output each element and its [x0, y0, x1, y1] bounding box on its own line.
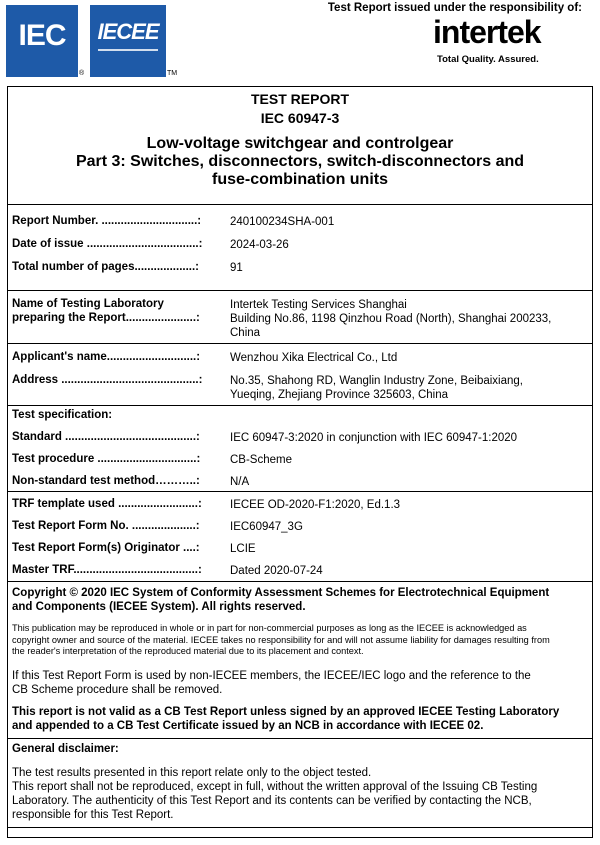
originator-value: LCIE: [230, 543, 256, 555]
date-value: 2024-03-26: [230, 239, 289, 251]
report-number-value: 240100234SHA-001: [230, 216, 335, 228]
publication-line-2: copyright owner and source of the material. IECEE takes no responsibility for and will not assume liability for damages resulting from: [12, 634, 550, 645]
lab-label-1: Name of Testing Laboratory: [12, 298, 164, 310]
disclaimer-line-4: responsible for this Test Report.: [12, 809, 174, 821]
nonstandard-value: N/A: [230, 476, 250, 488]
report-title: TEST REPORT: [250, 91, 349, 107]
non-iecee-line-2: CB Scheme procedure shall be removed.: [12, 684, 223, 696]
lab-address-1: Building No.86, 1198 Qinzhou Road (North), Shanghai 200233,: [230, 313, 552, 325]
form-no-value: IEC60947_3G: [230, 521, 303, 533]
non-iecee-line-1: If this Test Report Form is used by non-IECEE members, the IECEE/IEC logo and the reference to the: [12, 670, 531, 682]
subject-line-3: fuse-combination units: [212, 171, 388, 188]
report-number-label: Report Number. ..............................:: [12, 215, 202, 227]
validity-line-1: This report is not valid as a CB Test Report unless signed by an approved IECEE Testing Laboratory: [12, 706, 560, 718]
publication-line-3: the reader's interpretation of the reproduced material due to its placement and context.: [12, 646, 364, 656]
test-spec-label: Test specification:: [12, 409, 113, 421]
standard-label: Standard .........................................:: [12, 431, 200, 443]
iecee-logo-stripe: [98, 49, 158, 51]
intertek-logo: intertek: [433, 14, 541, 50]
iec-logo: [6, 5, 78, 77]
subject-line-2: Part 3: Switches, disconnectors, switch-disconnectors and: [75, 153, 525, 170]
copyright-notice: [12, 586, 590, 614]
divider: [8, 827, 592, 828]
pages-label: Total number of pages...................:: [12, 261, 199, 273]
report-subject: [8, 135, 592, 189]
validity-line-2: and appended to a CB Test Certificate issued by an NCB in accordance with IECEE 02.: [12, 720, 484, 732]
publication-line-1: This publication may be reproduced in whole or in part for non-commercial purposes as long as the IECEE is acknowledged as: [12, 623, 527, 633]
responsibility-line: Test Report issued under the responsibility of:: [327, 2, 582, 14]
standard-value: IEC 60947-3:2020 in conjunction with IEC 60947-1:2020: [230, 432, 518, 444]
pages-value: 91: [230, 262, 243, 274]
disclaimer-line-1: The test results presented in this report relate only to the object tested.: [12, 767, 372, 779]
divider: [8, 290, 592, 291]
procedure-value: CB-Scheme: [230, 454, 292, 466]
applicant-label: Applicant's name............................:: [12, 351, 201, 363]
header-logos: [0, 0, 600, 86]
lab-name: Intertek Testing Services Shanghai: [230, 299, 407, 311]
applicant-value: Wenzhou Xika Electrical Co., Ltd: [230, 352, 398, 364]
report-frame: [7, 86, 593, 838]
subject-line-1: Low-voltage switchgear and controlgear: [146, 135, 454, 152]
date-label: Date of issue ...................................:: [12, 238, 203, 250]
divider: [8, 405, 592, 406]
divider: [8, 343, 592, 344]
address-label: Address ...........................................:: [12, 374, 203, 386]
iecee-logo-text: IECEE: [97, 19, 159, 44]
form-no-label: Test Report Form No. ....................:: [12, 520, 200, 532]
non-iecee-notice: [12, 669, 590, 697]
master-trf-value: Dated 2020-07-24: [230, 565, 323, 577]
copyright-line-1: Copyright © 2020 IEC System of Conformity Assessment Schemes for Electrotechnical Equipment: [12, 587, 550, 599]
divider: [8, 491, 592, 492]
nonstandard-label: Non-standard test method………..:: [12, 475, 200, 487]
iecee-logo: [90, 5, 166, 77]
registered-mark: ®: [79, 70, 85, 77]
procedure-label: Test procedure ...............................:: [12, 453, 201, 465]
trf-label: TRF template used .........................:: [12, 498, 202, 510]
divider: [8, 738, 592, 739]
report-standard-title: IEC 60947-3: [260, 110, 340, 126]
validity-notice: [12, 705, 590, 733]
address-line-2: Yueqing, Zhejiang Province 325603, China: [230, 389, 449, 401]
trademark-mark: TM: [167, 70, 178, 77]
originator-label: Test Report Form(s) Originator ....:: [12, 542, 200, 554]
copyright-line-2: and Components (IECEE System). All rights reserved.: [12, 601, 306, 613]
disclaimer-line-2: This report shall not be reproduced, except in full, without the written approval of the Issuing CB Testing: [12, 781, 538, 793]
disclaimer-text: [12, 766, 590, 822]
lab-label-2: preparing the Report......................:: [12, 312, 200, 324]
disclaimer-label: General disclaimer:: [12, 743, 119, 755]
lab-address-2: China: [230, 327, 261, 339]
address-line-1: No.35, Shahong RD, Wanglin Industry Zone, Beibaixiang,: [230, 375, 523, 387]
publication-notice: [12, 623, 590, 658]
divider: [8, 204, 592, 205]
trf-value: IECEE OD-2020-F1:2020, Ed.1.3: [230, 499, 401, 511]
intertek-tagline: Total Quality. Assured.: [437, 54, 539, 65]
divider: [8, 581, 592, 582]
disclaimer-line-3: Laboratory. The authenticity of this Test Report and its contents can be verified by contacting the NCB,: [12, 795, 532, 807]
iec-logo-text: IEC: [18, 19, 66, 52]
master-trf-label: Master TRF.......................................:: [12, 564, 202, 576]
